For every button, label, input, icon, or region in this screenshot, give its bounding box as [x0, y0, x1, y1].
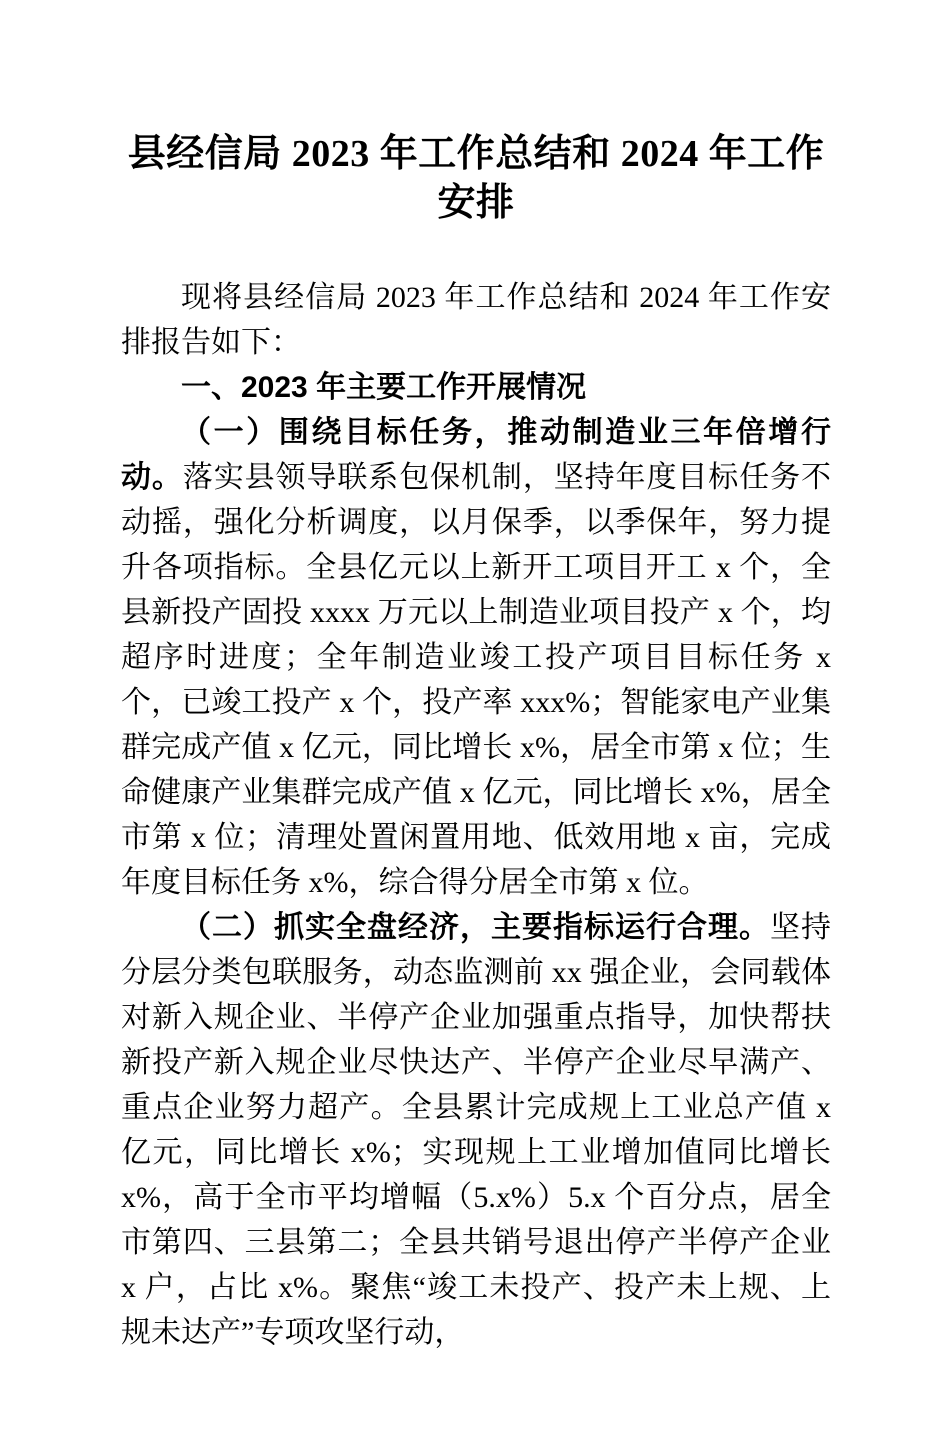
document-title: 县经信局 2023 年工作总结和 2024 年工作安排: [127, 133, 825, 225]
paragraph-1-lead: （一）围绕目标任务，推动制造业三年倍增行动。: [121, 415, 831, 494]
paragraph-1: [121, 410, 831, 905]
paragraph-1-body: 落实县领导联系包保机制，坚持年度目标任务不动摇，强化分析调度，以月保季，以季保年，努力提升各项指标。全县亿元以上新开工项目开工 x 个，全县新投产固投 xxxx 万元以上制造业项目投产 x 个，均超序时进度；全年制造业竣工投产项目目标任务 x 个，已竣工投产 x 个，投产率 xxx%；智能家电产业集群完成产值 x 亿元，同比增长 x%，居全市第 x 位；生命健康产业集群完成产值 x 亿元，同比增长 x%，居全市第 x 位；清理处置闲置用地、低效用地 x 亩，完成年度目标任务 x%，综合得分居全市第 x 位。: [121, 460, 832, 899]
paragraph-2-lead: （二）抓实全盘经济，主要指标运行合理。: [181, 910, 770, 944]
section-1-heading-text: 一、2023 年主要工作开展情况: [181, 370, 587, 404]
paragraph-2-body: 坚持分层分类包联服务，动态监测前 xx 强企业，会同载体对新入规企业、半停产企业加强重点指导，加快帮扶新投产新入规企业尽快达产、半停产企业尽早满产、重点企业努力超产。全县累计完成规上工业总产值 x 亿元，同比增长 x%；实现规上工业增加值同比增长 x%，高于全市平均增幅（5.x%）5.x 个百分点，居全市第四、三县第二；全县共销号退出停产半停产企业 x 户，占比 x%。聚焦“竣工未投产、投产未上规、上规未达产”专项攻坚行动，: [121, 910, 831, 1349]
intro-paragraph: 现将县经信局 2023 年工作总结和 2024 年工作安排报告如下：: [121, 280, 831, 359]
paragraph-2: [121, 905, 831, 1355]
section-1-heading: [121, 365, 831, 410]
